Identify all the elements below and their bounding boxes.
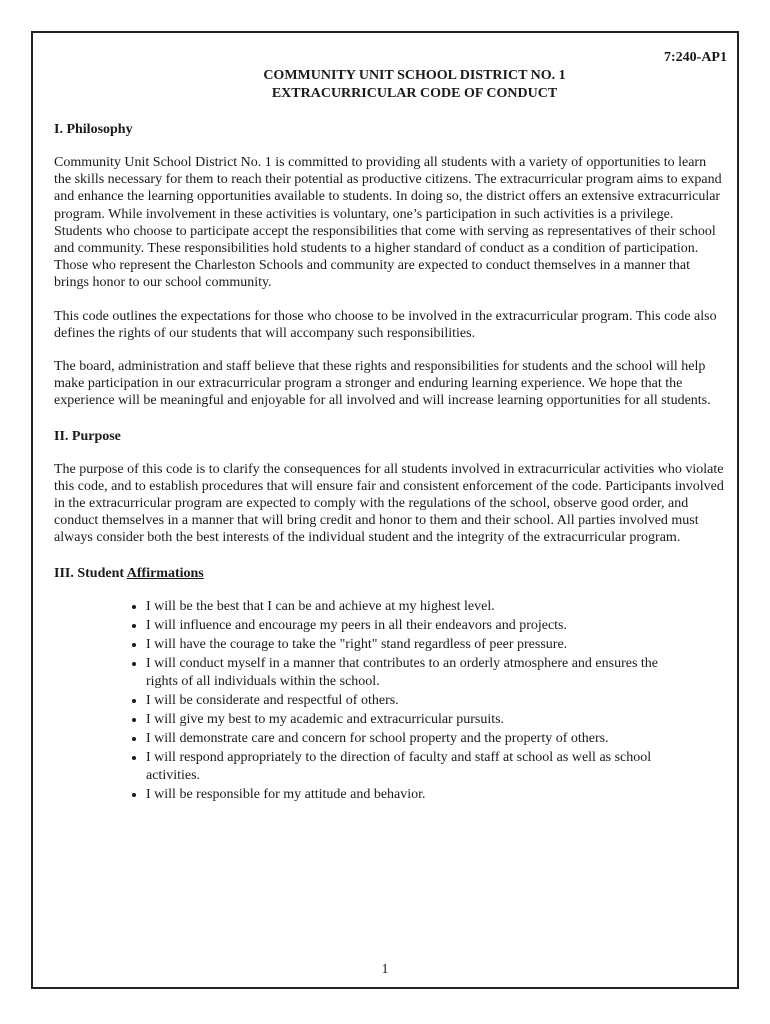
philosophy-heading: I. Philosophy — [54, 122, 133, 137]
document-title — [98, 67, 731, 103]
affirmations-heading-prefix: III. Student — [54, 565, 127, 581]
list-item: • I will have the courage to take the "right" stand regardless of peer pressure. — [146, 636, 693, 654]
list-item: • I will demonstrate care and concern for school property and the property of others. — [146, 730, 693, 748]
policy-code: 7:240-AP1 — [664, 50, 727, 65]
list-item: • I will conduct myself in a manner that contributes to an orderly atmosphere and ensures the rights of all individuals within the school. — [146, 655, 693, 691]
page-number: 1 — [381, 962, 389, 977]
list-item: • I will be responsible for my attitude and behavior. — [146, 786, 693, 804]
philosophy-paragraph-1: Community Unit School District No. 1 is committed to providing all students with a variety of opportunities to learn the skills necessary for them to reach their potential as productive citizens. The extracurricular program aims to expand and enhance the learning opportunities available to students. In doing so, the district offers an extensive extracurricular program. While involvement in these activities is voluntary, one’s participation in such activities is a privilege. Students who choose to participate accept the responsibilities that come with serving as representatives of their school and community. These responsibilities hold students to a higher standard of conduct as a condition of participation. Those who represent the Charleston Schools and community are expected to conduct themselves in a manner that brings honor to our school community. — [54, 155, 722, 291]
list-item: • I will be considerate and respectful of others. — [146, 692, 693, 710]
title-line-2: EXTRACURRICULAR CODE OF CONDUCT — [271, 86, 558, 101]
philosophy-paragraph-2: This code outlines the expectations for those who choose to be involved in the extracurricular program. This code also defines the rights of our students that will accompany such responsibilities. — [54, 308, 717, 341]
affirmations-heading — [54, 565, 731, 582]
list-item: • I will be the best that I can be and achieve at my highest level. — [146, 598, 693, 616]
affirmations-list — [54, 598, 731, 804]
list-item: • I will give my best to my academic and extracurricular pursuits. — [146, 711, 693, 729]
document-page — [31, 31, 739, 989]
purpose-paragraph: The purpose of this code is to clarify the consequences for all students involved in extracurricular activities who violate this code, and to establish procedures that will ensure fair and consistent enforcement of the code. Participants involved in the extracurricular program are expected to comply with the regulations of the school, observe good order, and conduct themselves in a manner that will bring credit and honor to them and their school. All parties involved must always consider both the best interests of the individual student and the integrity of the extracurricular program. — [54, 461, 724, 546]
purpose-heading: II. Purpose — [54, 428, 121, 444]
list-item: • I will influence and encourage my peers in all their endeavors and projects. — [146, 617, 693, 635]
document-body — [54, 47, 731, 805]
philosophy-paragraph-3: The board, administration and staff believe that these rights and responsibilities for students and the school will help make participation in our extracurricular program a stronger and enduring learning experience. We hope that the experience will be meaningful and enjoyable for all involved and will increase learning opportunities for all students. — [54, 359, 711, 409]
affirmations-heading-underlined: Affirmations — [126, 565, 204, 581]
title-line-1: COMMUNITY UNIT SCHOOL DISTRICT NO. 1 — [263, 68, 566, 83]
list-item: • I will respond appropriately to the direction of faculty and staff at school as well as school activities. — [146, 749, 693, 785]
